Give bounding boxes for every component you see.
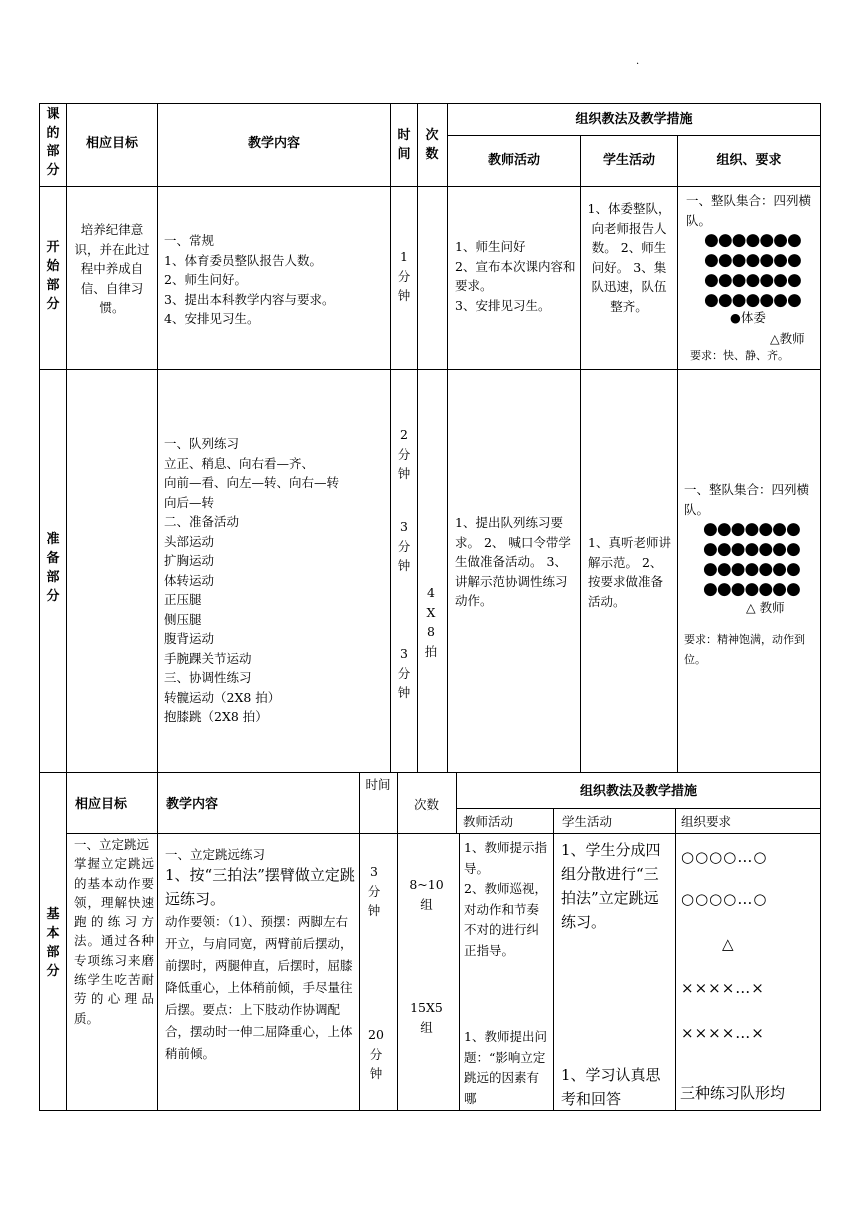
start-formation-row-2: ●●●●●●● (704, 250, 801, 270)
header2-requirements: 组织要求 (681, 814, 732, 829)
basic-time-2: 20 分 钟 (368, 1027, 384, 1081)
header2-count: 次数 (413, 797, 439, 812)
page-mark: . (636, 56, 640, 67)
basic-content-body: 动作要领：（1）、预摆：两脚左右开立，与肩同宽，两臂前后摆动，前摆时，两腿伸直，后摆时，屈膝降低重心，上体稍前倾，手尽量往后摆。要点：上下肢动作协调配合，摆动时一伸二屈降重心，上体稍前倾。 (165, 914, 353, 1061)
start-monitor-mark: ●体委 (730, 310, 766, 325)
header2-objective: 相应目标 (75, 797, 128, 812)
header-student: 学生活动 (602, 153, 655, 168)
start-objective: 培养纪律意识，并在此过程中养成自信、自律习惯。 (74, 222, 150, 315)
basic-student-2: 1、学习认真思考和回答 (561, 1066, 661, 1108)
header2-org: 组织教法及教学措施 (579, 784, 697, 799)
start-req: 要求：快、静、齐。 (690, 349, 789, 362)
basic-teacher-mark: △ (722, 935, 735, 953)
start-time: 1 分 钟 (397, 249, 411, 303)
prep-time-3: 3 分 钟 (397, 646, 411, 700)
prep-req: 要求：精神饱满，动作到位。 (684, 633, 805, 666)
header-time: 时间 (397, 128, 411, 162)
header-teacher: 教师活动 (487, 153, 540, 168)
header-objective: 相应目标 (85, 136, 138, 151)
start-student: 1、体委整队，向老师报告人数。 2、师生问好。 3、集队迅速，队伍整齐。 (587, 201, 671, 314)
basic-formation-row-4: ××××…× (681, 1024, 765, 1042)
prep-formation-row-1: ●●●●●●● (703, 519, 800, 539)
basic-teacher-2: 1、教师提出问题：“影响立定跳远的因素有哪 (464, 1029, 547, 1106)
header-count: 次数 (425, 128, 439, 162)
prep-count: 4 X 8 拍 (424, 585, 438, 659)
basic-count-2: 15X5 组 (410, 1000, 443, 1035)
header2-student: 学生活动 (562, 814, 613, 829)
header2-teacher: 教师活动 (463, 814, 514, 829)
basic-objective: 一、立定跳远 掌握立定跳远的基本动作要领，理解快速跑的练习方法。通过各种专项练习来磨练学生吃苦耐劳的心理品质。 (74, 837, 154, 1026)
prep-org-title: 一、整队集合：四列横队。 (684, 482, 810, 517)
prep-formation-row-4: ●●●●●●● (703, 579, 800, 599)
prep-section-label: 准备部分 (46, 532, 60, 604)
start-teacher-mark: △教师 (770, 331, 805, 346)
basic-content-title: 一、立定跳远练习 (165, 847, 266, 862)
basic-student-1: 1、学生分成四组分散进行“三拍法”立定跳远练习。 (561, 841, 661, 931)
basic-count-1: 8~10 组 (409, 877, 444, 912)
start-formation-row-4: ●●●●●●● (704, 290, 801, 310)
prep-time-1: 2 分 钟 (397, 427, 411, 481)
start-org-title: 一、整队集合：四列横队。 (686, 193, 812, 228)
basic-content-drill: 1、按“三拍法”摆臂做立定跳远练习。 (165, 866, 355, 908)
header2-time: 时间 (365, 777, 391, 792)
header-org: 组织教法及教学措施 (575, 112, 693, 127)
header-requirements: 组织、要求 (716, 153, 782, 168)
prep-student: 1、真听老师讲解示范。 2、按要求做准备活动。 (588, 535, 671, 609)
header-section: 课的部分 (46, 107, 60, 178)
header2-content: 教学内容 (166, 797, 219, 812)
start-formation-row-1: ●●●●●●● (704, 230, 801, 250)
start-teacher: 1、师生问好 2、宣布本次课内容和要求。 3、安排见习生。 (455, 239, 576, 313)
basic-formation-row-1: ○○○○…○ (681, 848, 768, 866)
basic-formation-row-3: ××××…× (681, 979, 765, 997)
start-section-label: 开始部分 (46, 240, 60, 312)
basic-time-1: 3 分 钟 (367, 864, 381, 918)
header-content: 教学内容 (247, 136, 300, 151)
basic-teacher-1: 1、教师提示指导。 2、教师巡视，对动作和节奏不对的进行纠正指导。 (464, 840, 547, 958)
prep-content: 一、队列练习 立正、稍息、向右看—齐、 向前—看、向左—转、向右—转 向后—转 二、准备活动 头部运动 扩胸运动 体转运动 正压腿 侧压腿 腹背运动 手腕踝关节运动 三、协调性练习 转髋运动（2X8 拍） 抱膝跳（2X8 拍） (164, 436, 340, 724)
start-content: 一、常规 1、体育委员整队报告人数。 2、师生问好。 3、提出本科教学内容与要求。 4、安排见习生。 (164, 233, 335, 326)
basic-section-label: 基本部分 (46, 907, 60, 979)
prep-teacher-mark: △ 教师 (746, 600, 785, 615)
start-formation-row-3: ●●●●●●● (704, 270, 801, 290)
prep-teacher: 1、提出队列练习要求。 2、 喊口令带学生做准备活动。 3、 讲解示范协调性练习动作。 (455, 515, 571, 608)
basic-formation-row-2: ○○○○…○ (681, 890, 768, 908)
prep-formation-row-3: ●●●●●●● (703, 559, 800, 579)
prep-formation-row-2: ●●●●●●● (703, 539, 800, 559)
prep-time-2: 3 分 钟 (397, 519, 411, 573)
basic-org-note: 三种练习队形均 (680, 1084, 786, 1102)
